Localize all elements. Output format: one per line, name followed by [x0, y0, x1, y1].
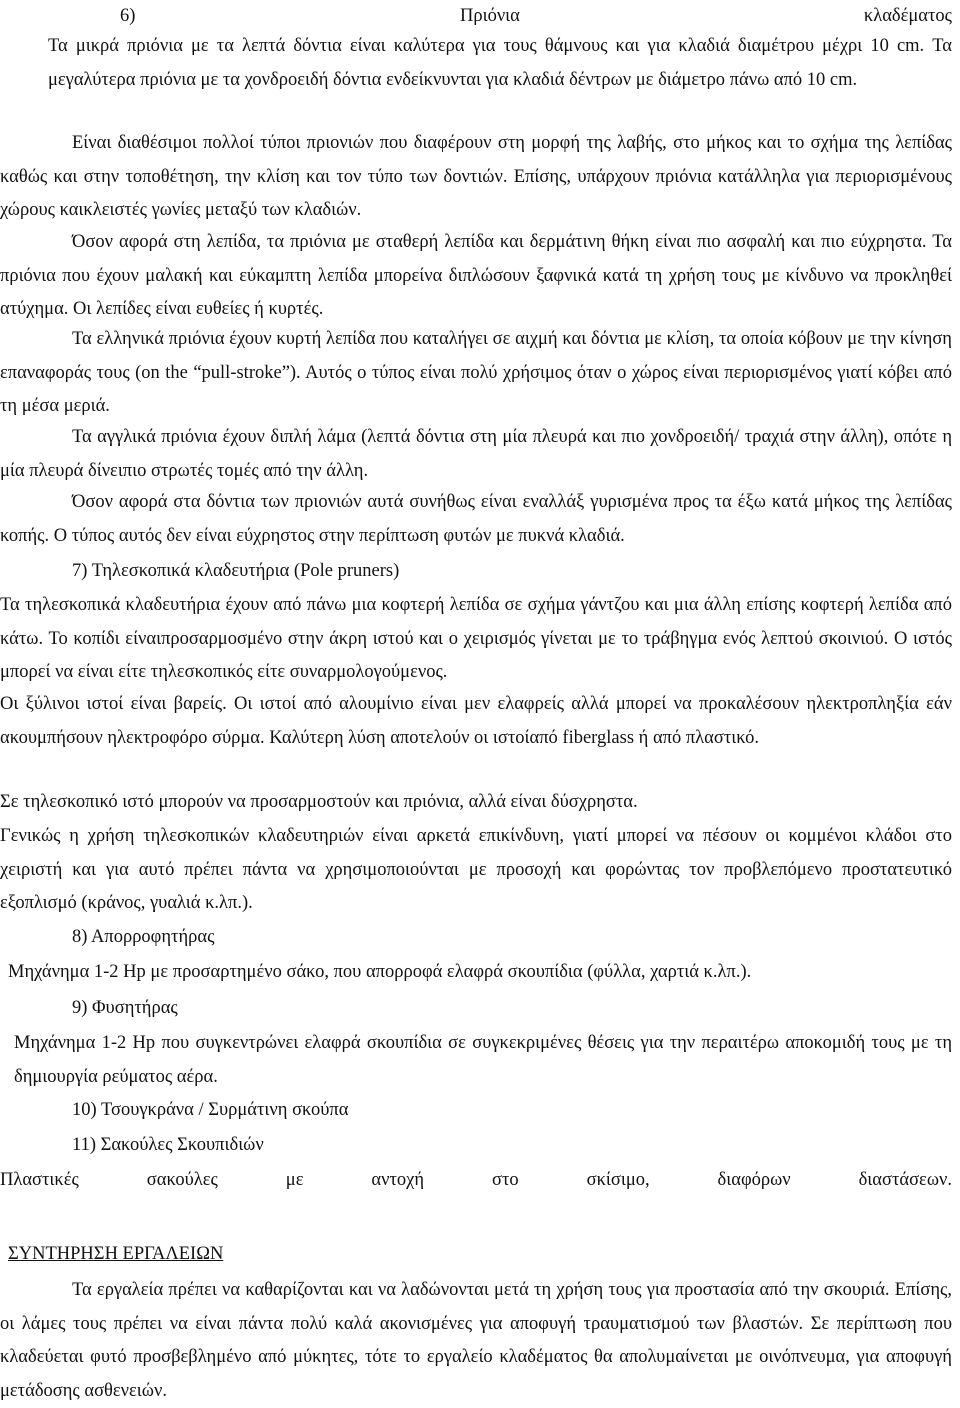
saws-title-suffix: κλαδέματος [863, 6, 952, 26]
saws-paragraph-3: Όσον αφορά στη λεπίδα, τα πριόνια με σταθερή λεπίδα και δερμάτινη θήκη είναι πιο ασφαλή και πιο εύχρηστα. Τα πριόνια που έχουν μαλακή και εύκαμπτη λεπίδα μπορείνα διπλώσουν ξαφνικά κατά τη χρήση τους με κίνδυνο να προκληθεί ατύχημα. Οι λεπίδες είναι ευθείες ή κυρτές. [0, 232, 952, 319]
saws-paragraph-1: Τα μικρά πριόνια με τα λεπτά δόντια είναι καλύτερα για τους θάμνους και για κλαδιά διαμέτρου μέχρι 10 cm. Τα μεγαλύτερα πριόνια με τα χονδροειδή δόντια ενδείκνυνται για κλαδιά δέντρων με διάμετρο πάνω από 10 cm. [48, 36, 952, 90]
saws-paragraph-4: Τα ελληνικά πριόνια έχουν κυρτή λεπίδα που καταλήγει σε αιχμή και δόντια με κλίση, τα οποία κόβουν με την κίνηση επαναφοράς τους (on the “pull-stroke”). Αυτός ο τύπος είναι πολύ χρήσιμος όταν ο χώρος είναι περιορισμένος γιατί κόβει από τη μέσα μεριά. [0, 329, 952, 416]
bags-paragraph-1: Πλαστικές σακούλες με αντοχή στο σκίσιμο, διαφόρων διαστάσεων. [0, 1170, 952, 1190]
saws-paragraph-6: Όσον αφορά στα δόντια των πριονιών αυτά συνήθως είναι εναλλάξ γυρισμένα προς τα έξω κατά μήκος της λεπίδας κοπής. Ο τύπος αυτός δεν είναι εύχρηστος στην περίπτωση φυτών με πυκνά κλαδιά. [0, 492, 952, 546]
saws-title: Πριόνια [460, 6, 520, 26]
saws-paragraph-5: Τα αγγλικά πριόνια έχουν διπλή λάμα (λεπτά δόντια στη μία πλευρά και πιο χονδροειδή/ τραχιά στην άλλη), οπότε η μία πλευρά δίνειπιο στρωτές τομές από την άλλη. [0, 427, 952, 481]
maintenance-heading: ΣΥΝΤΗΡΗΣΗ ΕΡΓΑΛΕΙΩΝ [8, 1244, 224, 1264]
pole-pruners-paragraph-3: Σε τηλεσκοπικό ιστό μπορούν να προσαρμοστούν και πριόνια, αλλά είναι δύσχρηστα. [0, 792, 638, 812]
pole-pruners-paragraph-4: Γενικώς η χρήση τηλεσκοπικών κλαδευτηριών είναι αρκετά επικίνδυνη, γιατί μπορεί να πέσουν οι κομμένοι κλάδοι στο χειριστή και για αυτό πρέπει πάντα να χρησιμοποιούνται με προσοχή και φορώντας τον προβλεπόμενο προστατευτικό εξοπλισμό (κράνος, γυαλιά κ.λπ.). [0, 826, 952, 913]
vacuum-heading: 8) Απορροφητήρας [72, 927, 215, 947]
pole-pruners-paragraph-2: Οι ξύλινοι ιστοί είναι βαρείς. Οι ιστοί από αλουμίνιο είναι μεν ελαφρείς αλλά μπορεί να προκαλέσουν ηλεκτροπληξία εάν ακουμπήσουν ηλεκτροφόρο σύρμα. Καλύτερη λύση αποτελούν οι ιστοίαπό fiberglass ή από πλαστικό. [0, 694, 952, 748]
saws-heading [0, 0, 960, 30]
rake-heading: 10) Τσουγκράνα / Συρμάτινη σκούπα [72, 1100, 349, 1120]
blower-heading: 9) Φυσητήρας [72, 998, 178, 1018]
blower-paragraph-1: Μηχάνημα 1-2 Hp που συγκεντρώνει ελαφρά σκουπίδια σε συγκεκριμένες θέσεις για την περαιτέρω αποκομιδή τους με τη δημιουργία ρεύματος αέρα. [14, 1033, 952, 1087]
bags-heading: 11) Σακούλες Σκουπιδιών [72, 1135, 264, 1155]
maintenance-heading-wrap [0, 1238, 952, 1272]
pole-pruners-heading: 7) Τηλεσκοπικά κλαδευτήρια (Pole pruners) [72, 561, 400, 581]
maintenance-paragraph-1: Τα εργαλεία πρέπει να καθαρίζονται και να λαδώνονται μετά τη χρήση τους για προστασία από την σκουριά. Επίσης, οι λάμες τους πρέπει να είναι πάντα πολύ καλά ακονισμένες για αποφυγή τραυματισμού των βλαστών. Σε περίπτωση που κλαδεύεται φυτό προσβεβλημένο από μύκητες, τότε το εργαλείο κλαδέματος θα απολυμαίνεται με οινόπνευμα, για αποφυγή μετάδοσης ασθενειών. [0, 1280, 952, 1401]
pole-pruners-paragraph-1: Τα τηλεσκοπικά κλαδευτήρια έχουν από πάνω μια κοφτερή λεπίδα σε σχήμα γάντζου και μια άλλη επίσης κοφτερή λεπίδα από κάτω. Το κοπίδι είναιπροσαρμοσμένο στην άκρη ιστού και ο χειρισμός γίνεται με το τράβηγμα ενός λεπτού σκοινιού. Ο ιστός μπορεί να είναι είτε τηλεσκοπικός είτε συναρμολογούμενος. [0, 595, 952, 682]
saws-number: 6) [120, 6, 136, 26]
vacuum-paragraph-1: Μηχάνημα 1-2 Hp με προσαρτημένο σάκο, που απορροφά ελαφρά σκουπίδια (φύλλα, χαρτιά κ.λπ.). [8, 962, 752, 982]
saws-paragraph-2: Είναι διαθέσιμοι πολλοί τύποι πριονιών που διαφέρουν στη μορφή της λαβής, στο μήκος και το σχήμα της λεπίδας καθώς και στην τοποθέτηση, την κλίση και τον τύπο των δοντιών. Επίσης, υπάρχουν πριόνια κατάλληλα για περιορισμένους χώρους καικλειστές γωνίες μεταξύ των κλαδιών. [0, 133, 952, 220]
